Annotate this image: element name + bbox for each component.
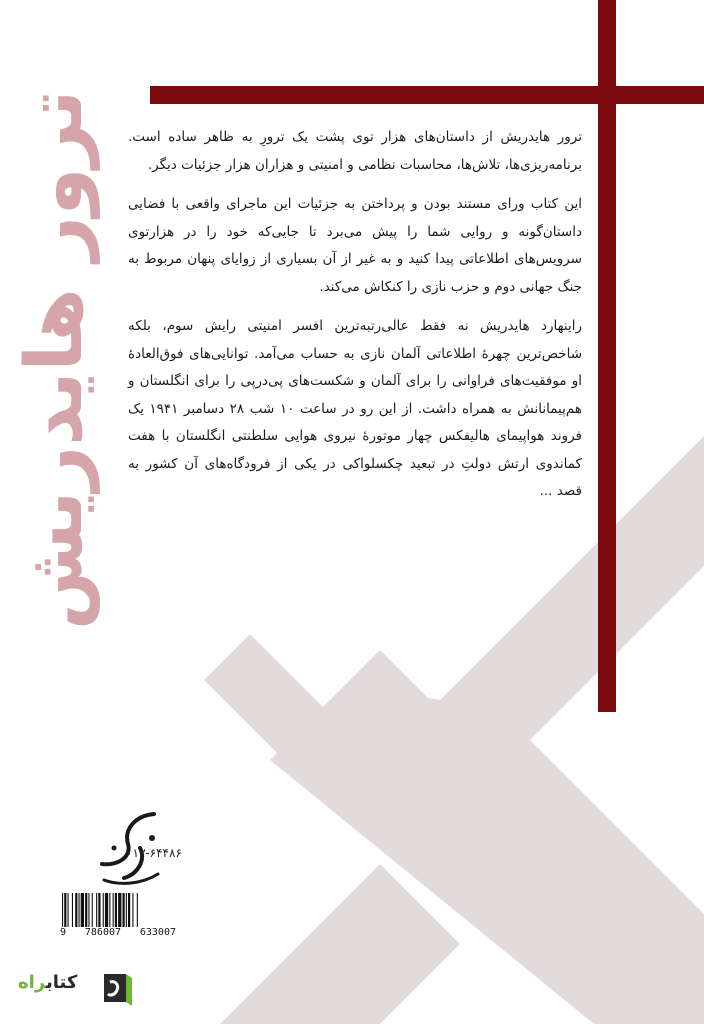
store-name-accent: راه <box>18 972 46 993</box>
store-name-main: کتاب <box>46 972 78 993</box>
barcode-digit-group: 633007 <box>139 927 176 938</box>
barcode-bars <box>60 893 176 929</box>
back-cover-text <box>128 124 582 518</box>
cross-horizontal-bar <box>150 86 704 104</box>
paragraph: راینهارد هایدریش نه فقط عالی‌رتبه‌ترین افسر امنیتی رایش سوم، بلکه شاخص‌ترین چهرهٔ اطلاعاتی آلمان نازی به حساب می‌آمد. توانایی‌های فوق‌العادهٔ او موفقیت‌های فراوانی را برای آلمان و شکست‌های پی‌درپی را برای انگلستان و هم‌پیمانانش به همراه داشت. از این رو در ساعت ۱۰ شب ۲۸ دسامبر ۱۹۴۱ یک فروند هواپیمای هالیفکس چهار موتورهٔ نیروی هوایی سلطنتی انگلستان با هفت کماندوی ارتش دولتِ در تبعید چکسلواکی در یکی از فرودگاه‌های آن کشور به قصد ... <box>128 318 582 499</box>
ketabrah-logo-icon <box>96 968 136 1008</box>
barcode-digit-group: 9 <box>60 927 67 938</box>
barcode-digit-group: 786007 <box>84 927 122 938</box>
isbn-barcode <box>60 893 176 941</box>
publisher-block <box>46 808 196 900</box>
paragraph: ترور هایدریش از داستان‌های هزار توی پشت یک ترورِ به ظاهر ساده است. برنامه‌ریزی‌ها، تلاش‌ها، محاسبات نظامی و امنیتی و هزاران هزار جزئیات دیگر. <box>128 129 582 173</box>
paragraph: این کتاب ورای مستند بودن و پرداختن به جزئیات این ماجرای واقعی با فضایی داستان‌گونه و روایی شما را پیش می‌برد تا جایی‌که خود را در هزارتوی سرویس‌های اطلاعاتی پیدا کنید و به غیر از آن بسیاری از زوایای پنهان مربوط به جنگ جهانی دوم و حزب نازی را کنکاش می‌کند. <box>128 196 582 295</box>
cross-vertical-bar <box>598 0 616 712</box>
ketabrah-logo <box>14 966 134 1008</box>
store-name <box>18 972 77 993</box>
barcode-number <box>60 927 176 941</box>
isbn-short-number: ۰۱۳-۶۴۴۸۶ <box>126 846 182 860</box>
book-title-vertical: ترور هایدریش <box>10 89 100 631</box>
